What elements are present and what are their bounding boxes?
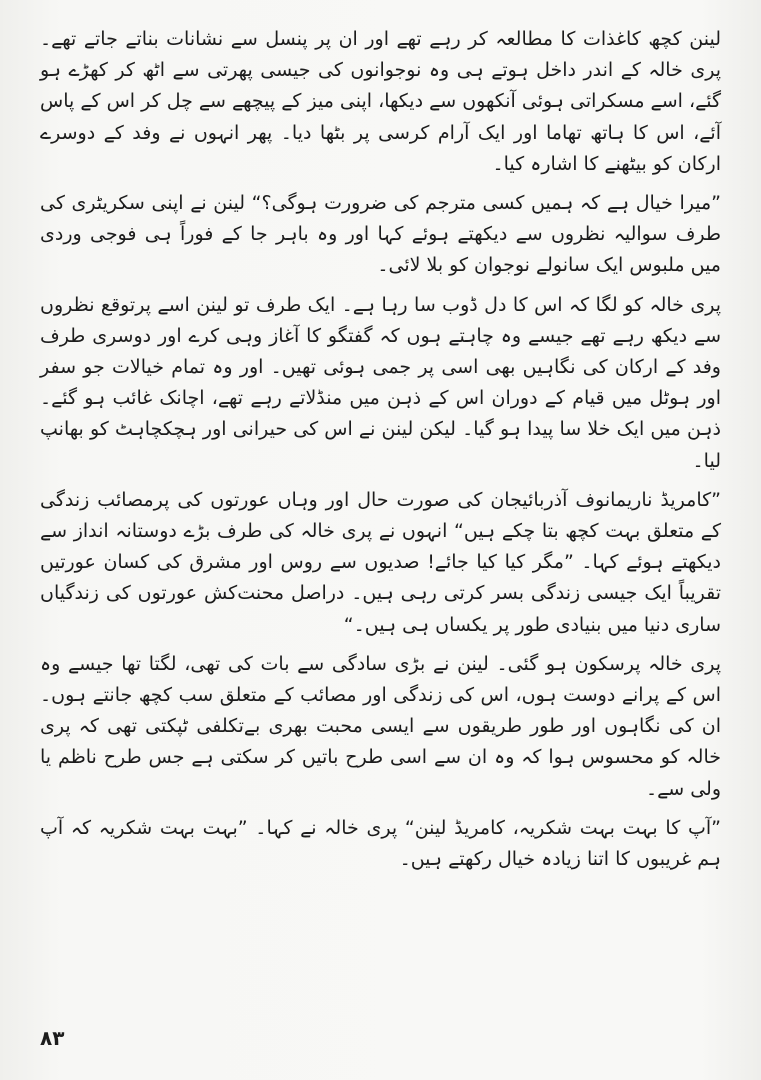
- paragraph-3: پری خالہ کو لگا کہ اس کا دل ڈوب سا رہا ہے۔ ایک طرف تو لینن اسے پرتوقع نظروں سے دیکھ رہے تھے جیسے وہ چاہتے ہوں کہ گفتگو کا آغاز وہی کرے اور دوسری طرف وفد کے ارکان کی نگاہیں بھی اسی پر جمی ہوئی تھیں۔ اور وہ تمام خیالات جو سفر اور ہوٹل میں قیام کے دوران اس کے ذہن میں منڈلاتے رہے تھے، اچانک غائب ہو گئے۔ ذہن میں ایک خلا سا پیدا ہو گیا۔ لیکن لینن نے اس کی حیرانی اور ہچکچاہٹ کو بھانپ لیا۔: [40, 293, 721, 472]
- paragraph-5: پری خالہ پرسکون ہو گئی۔ لینن نے بڑی سادگی سے بات کی تھی، لگتا تھا جیسے وہ اس کے پرانے دوست ہوں، اس کی زندگی اور مصائب کے متعلق سب کچھ جانتے ہوں۔ ان کی نگاہوں اور طور طریقوں سے ایسی محبت بھری بےتکلفی ٹپکتی تھی کہ پری خالہ کو محسوس ہوا کہ وہ ان سے اسی طرح باتیں کر سکتی ہے جس طرح ناظم یا ولی سے۔: [40, 652, 721, 800]
- page-number: ۸۳: [40, 1026, 65, 1050]
- paragraph-6: ”آپ کا بہت بہت شکریہ، کامریڈ لینن“ پری خالہ نے کہا۔ ”بہت بہت شکریہ کہ آپ ہم غریبوں کا اتنا زیادہ خیال رکھتے ہیں۔: [40, 816, 721, 871]
- paragraph-2: ”میرا خیال ہے کہ ہمیں کسی مترجم کی ضرورت ہوگی؟“ لینن نے اپنی سکریٹری کی طرف سوالیہ نظروں سے دیکھتے ہوئے کہا اور وہ باہر جا کے فوراً ہی فوجی وردی میں ملبوس ایک سانولے نوجوان کو بلا لائی۔: [40, 192, 721, 277]
- body-text: [40, 24, 721, 883]
- paragraph-4: ”کامریڈ ناریمانوف آذربائیجان کی صورت حال اور وہاں عورتوں کی پرمصائب زندگی کے متعلق بہت کچھ بتا چکے ہیں“ انہوں نے پری خالہ کی طرف بڑے دوستانہ انداز سے دیکھتے ہوئے کہا۔ ”مگر کیا کیا جائے! صدیوں سے روس اور مشرق کی کسان عورتیں تقریباً ایک جیسی زندگی بسر کرتی رہی ہیں۔ دراصل محنت‌کش عورتوں کی زندگیاں ساری دنیا میں بنیادی طور پر یکساں ہی ہیں۔“: [40, 488, 721, 636]
- paragraph-1: لینن کچھ کاغذات کا مطالعہ کر رہے تھے اور ان پر پنسل سے نشانات بناتے جاتے تھے۔ پری خالہ کے اندر داخل ہوتے ہی وہ نوجوانوں کی جیسی پھرتی سے اٹھ کر کھڑے ہو گئے، اسے مسکراتی ہوئی آنکھوں سے دیکھا، اپنی میز کے پیچھے سے چل کر اس کے پاس آئے، اس کا ہاتھ تھاما اور ایک آرام کرسی پر بٹھا دیا۔ پھر انہوں نے وفد کے دوسرے ارکان کو بیٹھنے کا اشارہ کیا۔: [40, 28, 721, 175]
